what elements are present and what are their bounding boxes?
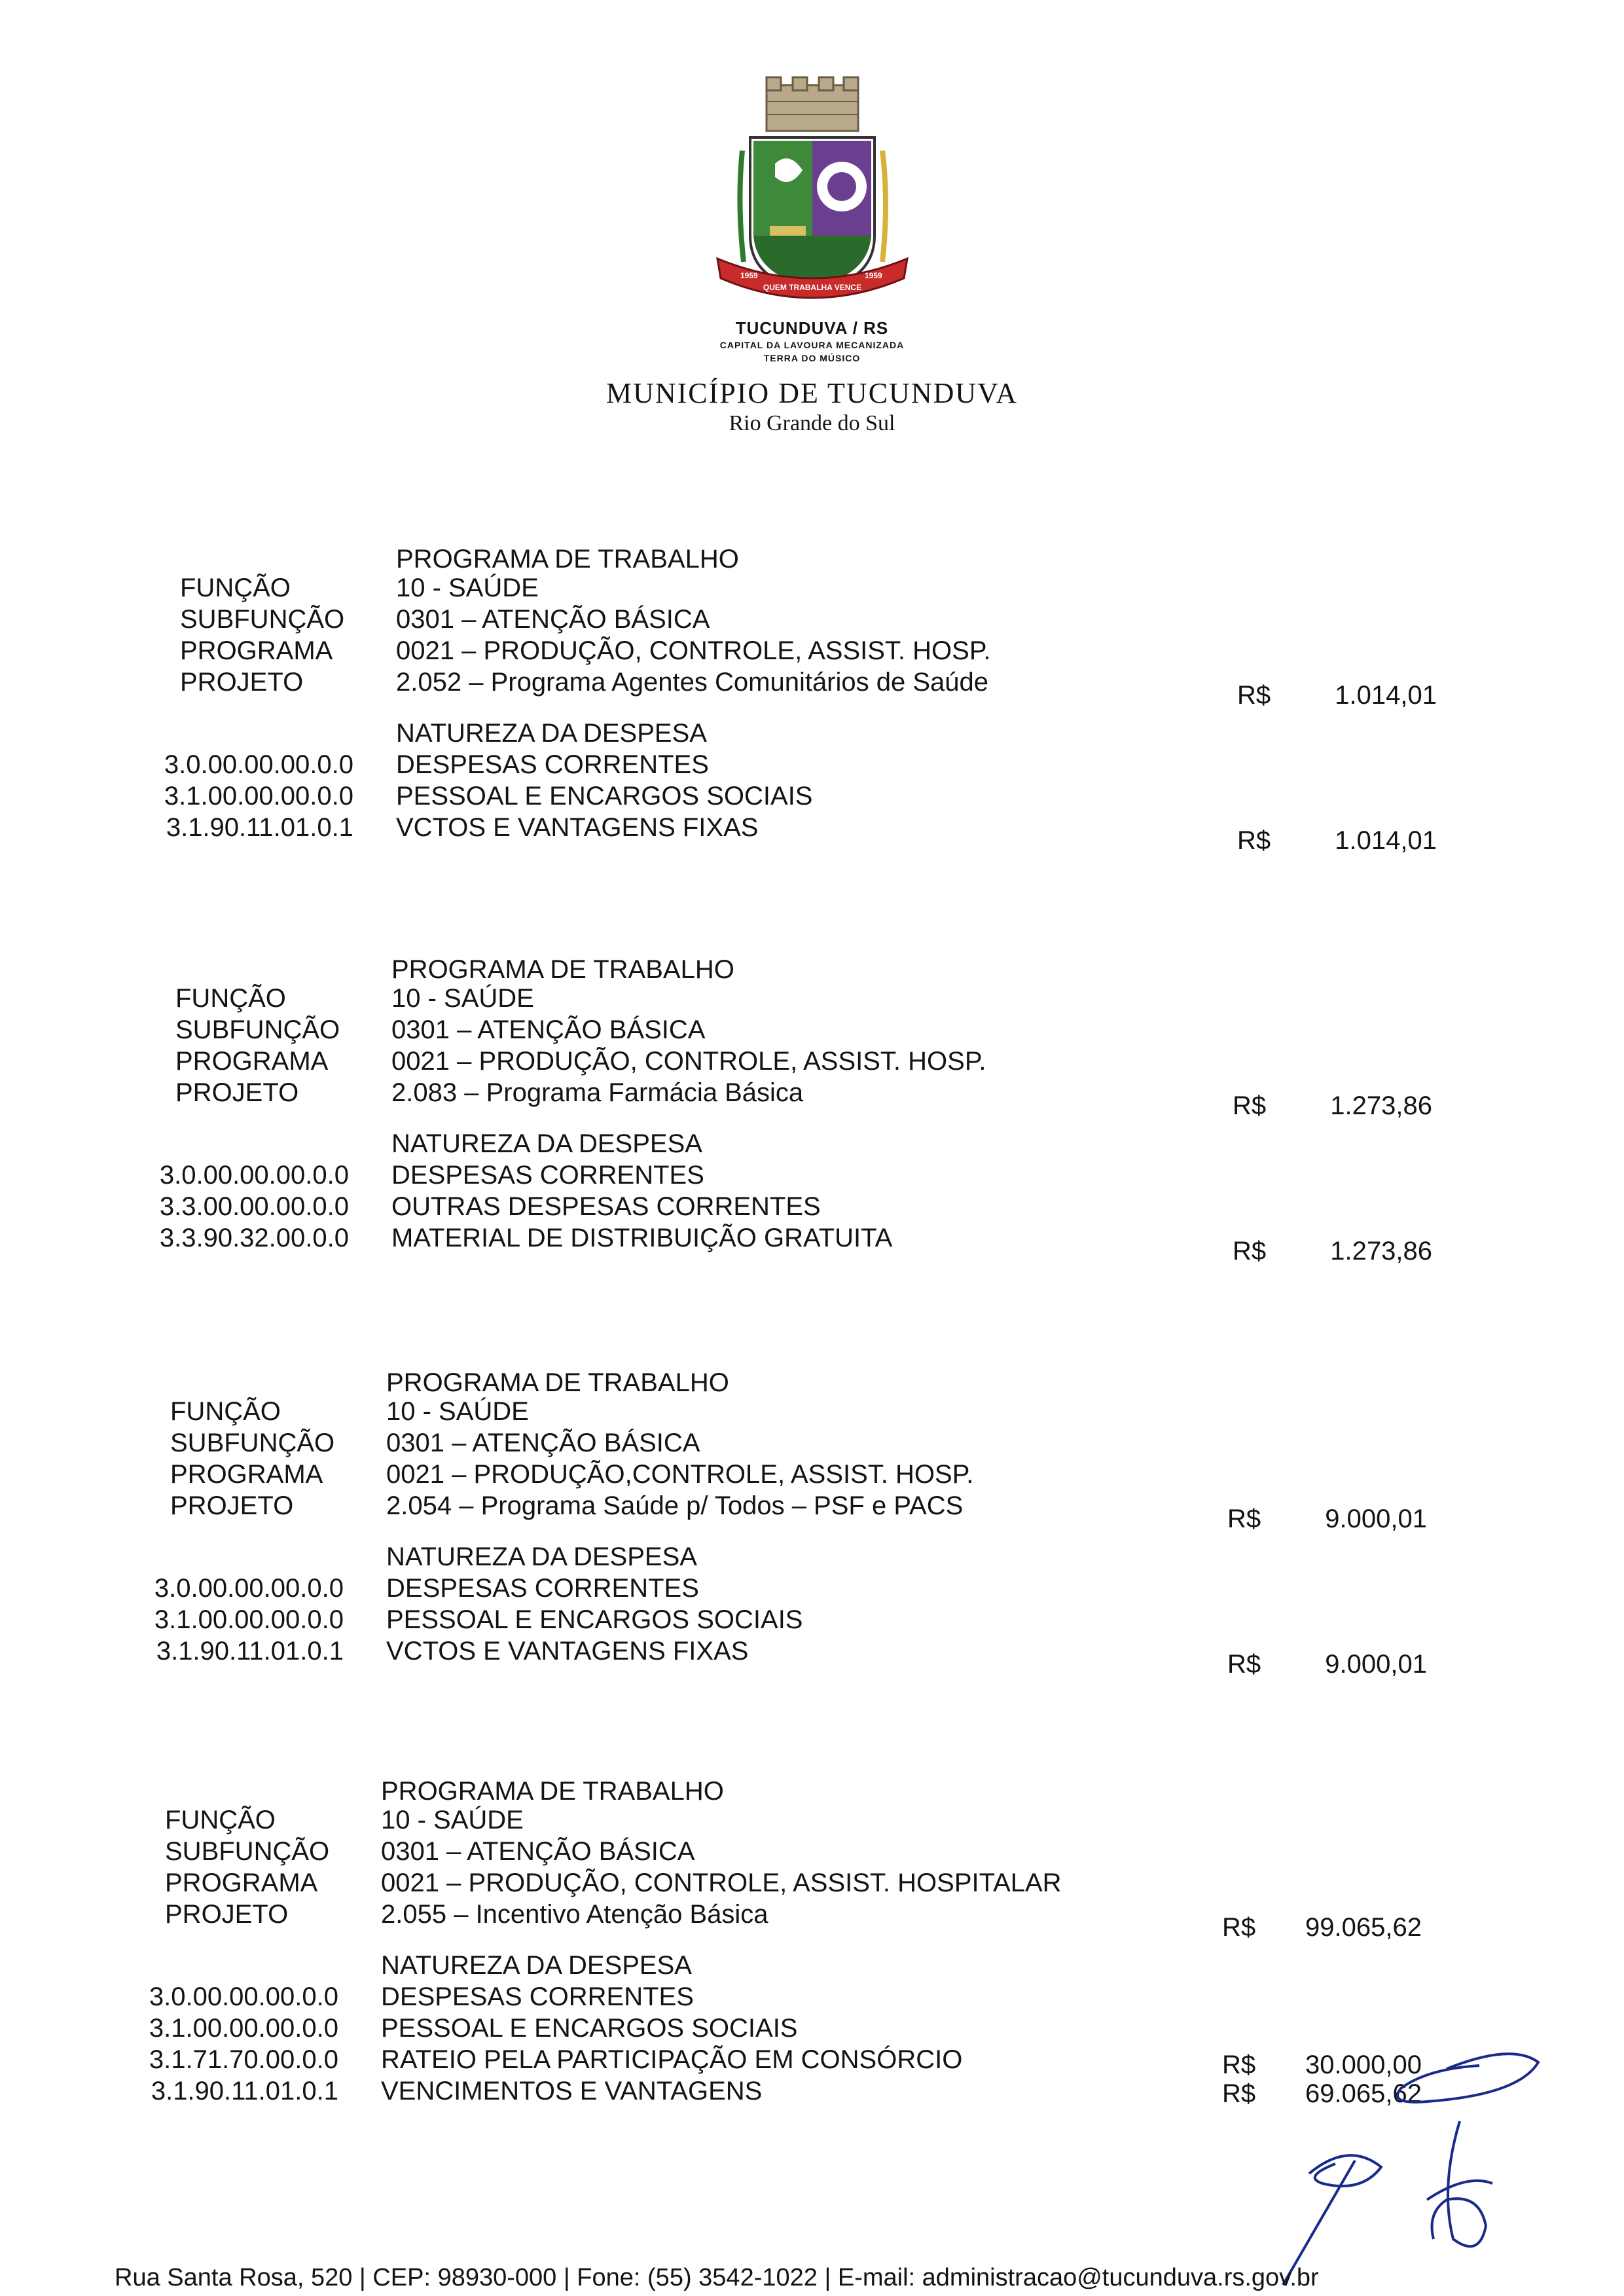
funcao-label: FUNÇÃO (180, 574, 291, 602)
subfuncao-value: 0301 – ATENÇÃO BÁSICA (386, 1429, 700, 1457)
expense-code: 3.1.90.11.01.0.1 (151, 2077, 338, 2105)
projeto-value: 2.052 – Programa Agentes Comunitários de Saúde (396, 668, 989, 697)
expense-code: 3.0.00.00.00.0.0 (164, 750, 353, 779)
banner-year-right: 1959 (864, 271, 882, 280)
subfuncao-label: SUBFUNÇÃO (175, 1015, 340, 1044)
expense-desc: DESPESAS CORRENTES (396, 750, 709, 779)
expense-amount: 1.014,01 (1335, 826, 1437, 855)
programa-label: PROGRAMA (165, 1868, 318, 1897)
programa-value: 0021 – PRODUÇÃO, CONTROLE, ASSIST. HOSPITALAR (381, 1868, 1062, 1897)
projeto-amount: 1.014,01 (1335, 681, 1437, 710)
city-state: TUCUNDUVA / RS (735, 318, 889, 338)
subfuncao-value: 0301 – ATENÇÃO BÁSICA (381, 1837, 695, 1866)
banner-year-left: 1959 (740, 271, 758, 280)
expense-desc: VCTOS E VANTAGENS FIXAS (396, 813, 759, 842)
currency-label: R$ (1233, 1091, 1267, 1120)
expense-amount: 1.273,86 (1330, 1237, 1432, 1266)
expense-amount: 9.000,01 (1325, 1650, 1427, 1679)
expense-desc: PESSOAL E ENCARGOS SOCIAIS (386, 1605, 803, 1634)
projeto-value: 2.054 – Programa Saúde p/ Todos – PSF e PACS (386, 1491, 964, 1520)
expense-code: 3.0.00.00.00.0.0 (159, 1161, 349, 1190)
expense-code: 3.1.00.00.00.0.0 (164, 782, 353, 811)
program-heading: PROGRAMA DE TRABALHO (381, 1777, 724, 1806)
expense-desc: PESSOAL E ENCARGOS SOCIAIS (381, 2014, 798, 2043)
nature-heading: NATUREZA DA DESPESA (381, 1951, 692, 1980)
projeto-amount: 1.273,86 (1330, 1091, 1432, 1120)
municipality-name: MUNICÍPIO DE TUCUNDUVA (605, 377, 1019, 409)
programa-value: 0021 – PRODUÇÃO,CONTROLE, ASSIST. HOSP. (386, 1460, 974, 1489)
projeto-label: PROJETO (175, 1078, 299, 1107)
subfuncao-label: SUBFUNÇÃO (170, 1429, 335, 1457)
expense-code: 3.0.00.00.00.0.0 (149, 1982, 338, 2011)
nature-heading: NATUREZA DA DESPESA (396, 719, 707, 748)
tagline-2: TERRA DO MÚSICO (763, 353, 861, 363)
projeto-amount: 9.000,01 (1325, 1504, 1427, 1533)
shield-icon (750, 137, 875, 291)
letterhead (0, 72, 1624, 436)
footer-contact: Rua Santa Rosa, 520 | CEP: 98930-000 | Fone: (55) 3542-1022 | E-mail: administracao@tucunduva.rs.gov.br (115, 2264, 1319, 2291)
projeto-label: PROJETO (170, 1491, 294, 1520)
projeto-label: PROJETO (165, 1900, 289, 1929)
programa-label: PROGRAMA (180, 636, 333, 665)
expense-code: 3.0.00.00.00.0.0 (154, 1574, 344, 1603)
tagline-1: CAPITAL DA LAVOURA MECANIZADA (719, 340, 905, 350)
expense-code: 3.1.00.00.00.0.0 (149, 2014, 338, 2043)
programa-value: 0021 – PRODUÇÃO, CONTROLE, ASSIST. HOSP. (391, 1047, 986, 1076)
expense-desc: DESPESAS CORRENTES (381, 1982, 694, 2011)
expense-code: 3.1.00.00.00.0.0 (154, 1605, 344, 1634)
funcao-value: 10 - SAÚDE (391, 984, 534, 1013)
programa-label: PROGRAMA (175, 1047, 329, 1076)
currency-label: R$ (1227, 1504, 1261, 1533)
funcao-value: 10 - SAÚDE (386, 1397, 529, 1426)
expense-desc: PESSOAL E ENCARGOS SOCIAIS (396, 782, 813, 811)
funcao-label: FUNÇÃO (175, 984, 286, 1013)
expense-desc: OUTRAS DESPESAS CORRENTES (391, 1192, 821, 1221)
program-heading: PROGRAMA DE TRABALHO (386, 1368, 729, 1397)
projeto-amount: 99.065,62 (1305, 1913, 1422, 1942)
handwritten-signature (1231, 2043, 1558, 2291)
expense-amount: 69.065,62 (1305, 2079, 1422, 2108)
funcao-value: 10 - SAÚDE (396, 574, 539, 602)
municipal-crest-logo (704, 72, 920, 314)
expense-code: 3.1.90.11.01.0.1 (156, 1637, 344, 1666)
nature-heading: NATUREZA DA DESPESA (386, 1542, 697, 1571)
expense-code: 3.3.00.00.00.0.0 (159, 1192, 349, 1221)
funcao-label: FUNÇÃO (165, 1806, 276, 1834)
projeto-value: 2.083 – Programa Farmácia Básica (391, 1078, 804, 1107)
funcao-label: FUNÇÃO (170, 1397, 281, 1426)
expense-desc: VENCIMENTOS E VANTAGENS (381, 2077, 763, 2105)
currency-label: R$ (1222, 2050, 1256, 2079)
expense-code: 3.3.90.32.00.0.0 (159, 1224, 349, 1252)
currency-label: R$ (1233, 1237, 1267, 1266)
currency-label: R$ (1222, 1913, 1256, 1942)
projeto-value: 2.055 – Incentivo Atenção Básica (381, 1900, 768, 1929)
currency-label: R$ (1227, 1650, 1261, 1679)
currency-label: R$ (1237, 681, 1271, 710)
expense-code: 3.1.90.11.01.0.1 (166, 813, 353, 842)
currency-label: R$ (1237, 826, 1271, 855)
expense-desc: VCTOS E VANTAGENS FIXAS (386, 1637, 749, 1666)
subfuncao-value: 0301 – ATENÇÃO BÁSICA (391, 1015, 706, 1044)
banner-motto: QUEM TRABALHA VENCE (763, 283, 861, 292)
nature-heading: NATUREZA DA DESPESA (391, 1129, 702, 1158)
expense-desc: DESPESAS CORRENTES (391, 1161, 704, 1190)
expense-amount: 30.000,00 (1305, 2050, 1422, 2079)
program-heading: PROGRAMA DE TRABALHO (391, 955, 734, 984)
subfuncao-label: SUBFUNÇÃO (180, 605, 345, 634)
expense-desc: DESPESAS CORRENTES (386, 1574, 699, 1603)
expense-code: 3.1.71.70.00.0.0 (149, 2045, 338, 2074)
subfuncao-value: 0301 – ATENÇÃO BÁSICA (396, 605, 710, 634)
expense-desc: MATERIAL DE DISTRIBUIÇÃO GRATUITA (391, 1224, 893, 1252)
subfuncao-label: SUBFUNÇÃO (165, 1837, 330, 1866)
expense-desc: RATEIO PELA PARTICIPAÇÃO EM CONSÓRCIO (381, 2045, 963, 2074)
currency-label: R$ (1222, 2079, 1256, 2108)
projeto-label: PROJETO (180, 668, 304, 697)
program-heading: PROGRAMA DE TRABALHO (396, 545, 739, 574)
programa-label: PROGRAMA (170, 1460, 323, 1489)
funcao-value: 10 - SAÚDE (381, 1806, 524, 1834)
programa-value: 0021 – PRODUÇÃO, CONTROLE, ASSIST. HOSP. (396, 636, 991, 665)
state-name: Rio Grande do Sul (729, 411, 895, 435)
crown-icon (767, 77, 858, 131)
